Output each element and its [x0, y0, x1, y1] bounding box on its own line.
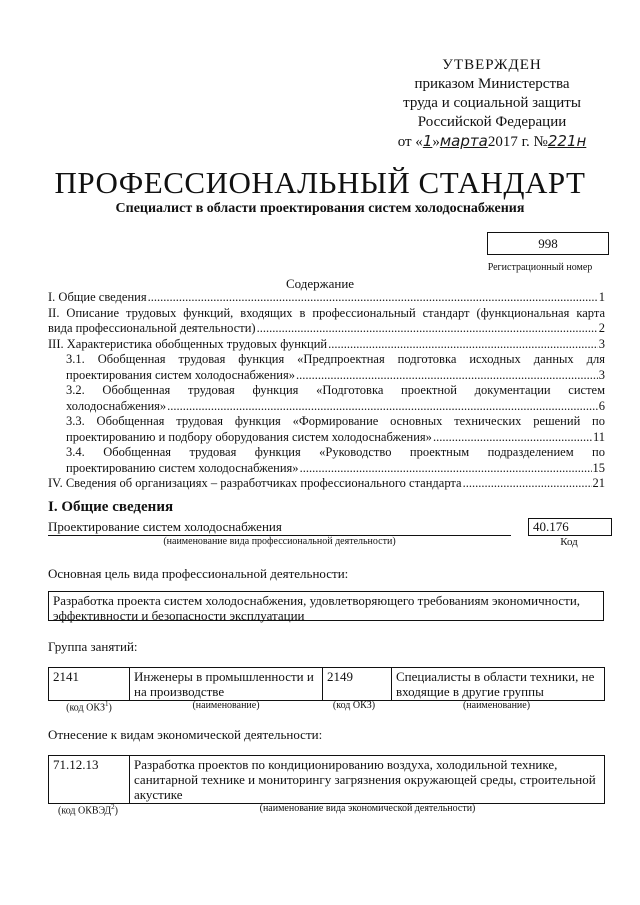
- group-code-cell: 2149: [323, 668, 392, 701]
- toc-item[interactable]: [48, 306, 605, 337]
- table-of-contents: [48, 290, 605, 492]
- toc-item-page: 11: [592, 429, 605, 444]
- okz-name-caption: (наименование): [192, 700, 260, 711]
- goal-label: Основная цель вида профессиональной деятельности:: [48, 566, 349, 581]
- footnote-mark: 2: [111, 803, 115, 811]
- toc-item-page: 2: [598, 321, 605, 335]
- handwritten-day: 1: [422, 132, 433, 150]
- handwritten-number: 221н: [547, 132, 587, 150]
- economic-activity-table: [48, 755, 605, 804]
- toc-item-text: 3.3. Обобщенная трудовая функция «Формирование основных технических решений по: [66, 414, 605, 428]
- okved-name-cell: Разработка проектов по кондиционированию воздуха, холодильной технике, санитарной технике и мониторингу загрязнения окружающей среды, строительной акустике: [130, 756, 605, 804]
- activity-name-field: Проектирование систем холодоснабжения: [48, 518, 511, 536]
- document-title: ПРОФЕССИОНАЛЬНЫЙ СТАНДАРТ: [54, 165, 586, 200]
- occupation-group-table: [48, 667, 605, 701]
- activity-caption: (наименование вида профессиональной деятельности): [163, 536, 396, 547]
- toc-item-text: 3.2. Обобщенная трудовая функция «Подготовка проектной документации систем: [66, 383, 605, 397]
- footnote-mark: 1: [105, 700, 109, 708]
- econ-label: Отнесение к видам экономической деятельности:: [48, 727, 323, 742]
- toc-item-text: проектированию систем холодоснабжения»: [66, 460, 299, 475]
- okved-code-cell: 71.12.13: [49, 756, 130, 804]
- group-name-cell: Инженеры в промышленности и на производстве: [130, 668, 323, 701]
- toc-item-page: 1: [598, 290, 605, 304]
- toc-item-page: 3: [598, 336, 605, 351]
- activity-code-box: 40.176: [528, 518, 612, 536]
- toc-item-text: холодоснабжения»: [66, 398, 167, 413]
- toc-item-text: II. Описание трудовых функций, входящих в профессиональный стандарт (функциональная карта: [48, 305, 605, 320]
- approval-line-2: труда и социальной защиты: [403, 95, 581, 111]
- okved-code-caption: (код ОКВЭД$^2$): [58, 803, 118, 817]
- toc-item-page: 6: [598, 398, 605, 413]
- toc-item[interactable]: [48, 290, 605, 306]
- registration-number-box: 998: [487, 232, 609, 255]
- table-row: [49, 756, 605, 804]
- caption-text: (код ОКВЭД: [58, 805, 112, 817]
- toc-item[interactable]: [48, 476, 605, 492]
- handwritten-month: марта: [439, 132, 488, 150]
- toc-item-text: проектирования систем холодоснабжения»: [66, 367, 295, 382]
- approval-title: УТВЕРЖДЕН: [442, 57, 542, 73]
- approval-line-1: приказом Министерства: [414, 76, 570, 92]
- toc-item[interactable]: [48, 337, 605, 353]
- group-name-cell: Специалисты в области техники, не входящие в другие группы: [392, 668, 605, 701]
- okz-name-caption-2: (наименование): [462, 700, 531, 711]
- group-code-cell: 2141: [49, 668, 130, 701]
- toc-item[interactable]: [48, 414, 605, 445]
- group-label: Группа занятий:: [48, 639, 138, 654]
- toc-item-text: 3.1. Обобщенная трудовая функция «Предпроектная подготовка исходных данных для: [66, 352, 605, 366]
- okz-code-caption: (код ОКЗ$^1$): [66, 700, 112, 714]
- toc-item-page: 21: [592, 476, 605, 490]
- toc-title: Содержание: [285, 276, 355, 291]
- goal-text-box: Разработка проекта систем холодоснабжения, удовлетворяющего требованиям экономичности, эффективности и безопасности эксплуатации: [48, 591, 604, 621]
- date-mid: »: [432, 134, 440, 150]
- toc-item[interactable]: [48, 352, 605, 383]
- toc-item-page: 15: [592, 460, 605, 475]
- date-prefix: от «: [397, 134, 423, 150]
- document-subtitle: Специалист в области проектирования систем холодоснабжения: [115, 201, 525, 216]
- caption-text: (код ОКЗ: [66, 702, 106, 714]
- toc-item[interactable]: [48, 445, 605, 476]
- section-title: I. Общие сведения: [48, 499, 174, 515]
- toc-item-text: проектированию и подбору оборудования систем холодоснабжения»: [66, 429, 432, 444]
- table-row: [49, 668, 605, 701]
- toc-item-text: вида профессиональной деятельности): [48, 321, 256, 335]
- approval-date: [372, 132, 612, 152]
- toc-item-text: IV. Сведения об организациях – разработчиках профессионального стандарта: [48, 476, 462, 490]
- toc-item-text: 3.4. Обобщенная трудовая функция «Руководство проектным подразделением по: [66, 445, 605, 459]
- toc-item-page: 3: [598, 367, 605, 382]
- okz-code-caption-2: (код ОКЗ): [332, 700, 376, 711]
- approval-line-3: Российской Федерации: [417, 114, 567, 130]
- code-caption: Код: [560, 536, 578, 548]
- approval-block: [372, 56, 612, 152]
- date-year: 2017 г. №: [487, 134, 548, 150]
- registration-number-label: Регистрационный номер: [487, 262, 593, 273]
- okved-name-caption: (наименование вида экономической деятельности): [259, 803, 476, 814]
- toc-item[interactable]: [48, 383, 605, 414]
- toc-item-text: III. Характеристика обобщенных трудовых функций: [48, 336, 328, 351]
- toc-item-text: I. Общие сведения: [48, 290, 147, 304]
